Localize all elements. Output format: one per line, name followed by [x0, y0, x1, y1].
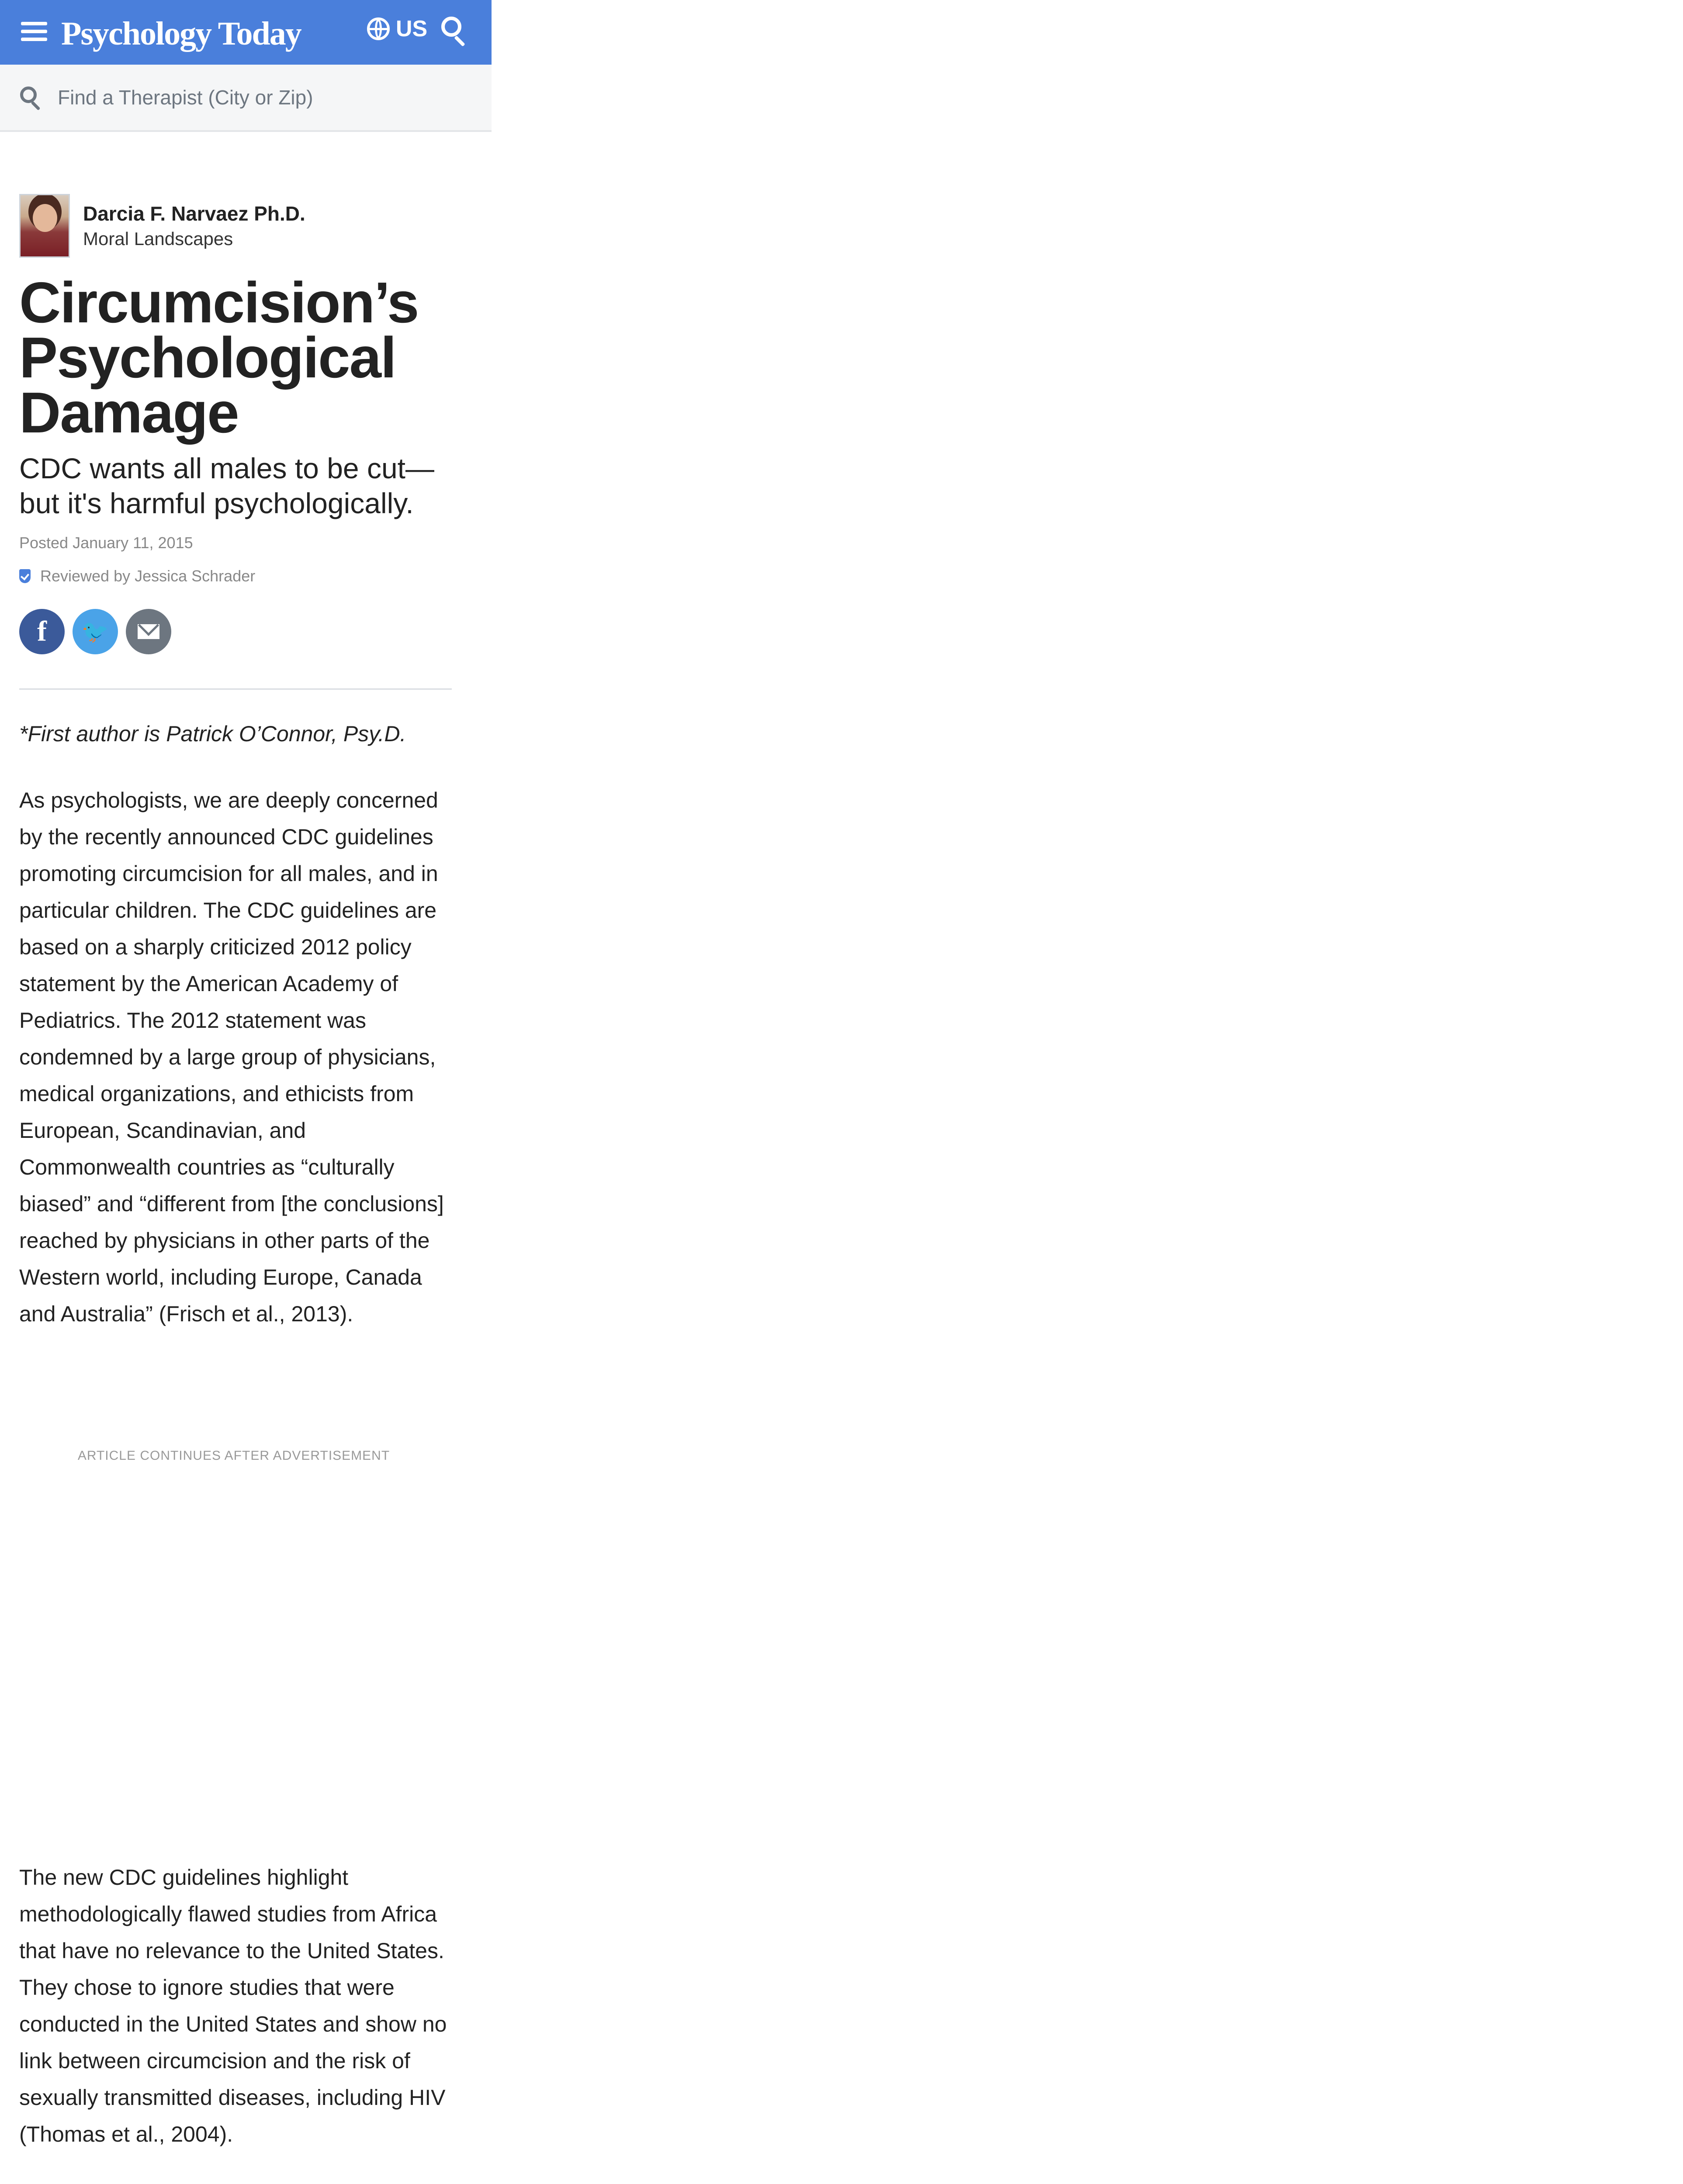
therapist-search-input[interactable]: [57, 83, 452, 112]
therapist-search-bar: [0, 65, 492, 132]
reviewer-text[interactable]: Reviewed by Jessica Schrader: [40, 567, 256, 585]
posted-date: Posted January 11, 2015: [19, 534, 193, 552]
region-selector[interactable]: [367, 16, 427, 42]
share-buttons: [19, 609, 179, 654]
search-icon[interactable]: [441, 17, 468, 47]
author-note: *First author is Patrick O’Connor, Psy.D.: [19, 722, 406, 746]
globe-icon: [367, 17, 390, 40]
verified-shield-icon: [19, 569, 31, 583]
paragraph-2: The new CDC guidelines highlight methodologically flawed studies from Africa that have no relevance to the United States. They chose to ignore studies that were conducted in the United States and show no link between circumcision and the risk of sexually transmitted diseases, including HIV (Thomas et al., 2004).: [19, 1865, 447, 2146]
region-label: US: [396, 16, 428, 41]
author-avatar[interactable]: [19, 194, 70, 258]
facebook-icon: f: [37, 615, 47, 647]
article-subtitle: CDC wants all males to be cut—but it's harmful psychologically.: [19, 452, 435, 519]
author-name[interactable]: Darcia F. Narvaez Ph.D.: [83, 202, 305, 225]
paragraph-1: As psychologists, we are deeply concerned by the recently announced CDC guidelines promoting circumcision for all males, and in particular children. The CDC guidelines are based on a sharply criticized 2012 policy statement by the American Academy of Pediatrics. The 2012 statement was condemned by a large group of physicians, medical organizations, and ethicists from European, Scandinavian, and Commonwealth countries as “culturally biased” and “different from [the conclusions] reached by physicians in other parts of the Western world, including Europe, Canada and Australia” (Frisch et al., 2013).: [19, 788, 444, 1326]
email-share-button[interactable]: [126, 609, 171, 654]
site-logo[interactable]: Psychology Today: [61, 15, 301, 52]
search-icon: [20, 86, 42, 111]
article-title: Circumcision’s Psychological Damage: [19, 270, 419, 445]
author-block: [19, 194, 305, 258]
facebook-share-button[interactable]: [19, 609, 65, 654]
divider: [19, 688, 452, 690]
reviewed-by: [19, 567, 255, 585]
email-icon: [138, 624, 159, 639]
ad-label: ARTICLE CONTINUES AFTER ADVERTISEMENT: [77, 1448, 390, 1463]
advertisement-slot: [19, 1481, 452, 1830]
author-blog-name[interactable]: Moral Landscapes: [83, 228, 233, 249]
twitter-share-button[interactable]: [73, 609, 118, 654]
twitter-icon: 🐦: [81, 619, 109, 644]
top-navigation-bar: [0, 0, 492, 65]
menu-icon[interactable]: [21, 22, 47, 41]
